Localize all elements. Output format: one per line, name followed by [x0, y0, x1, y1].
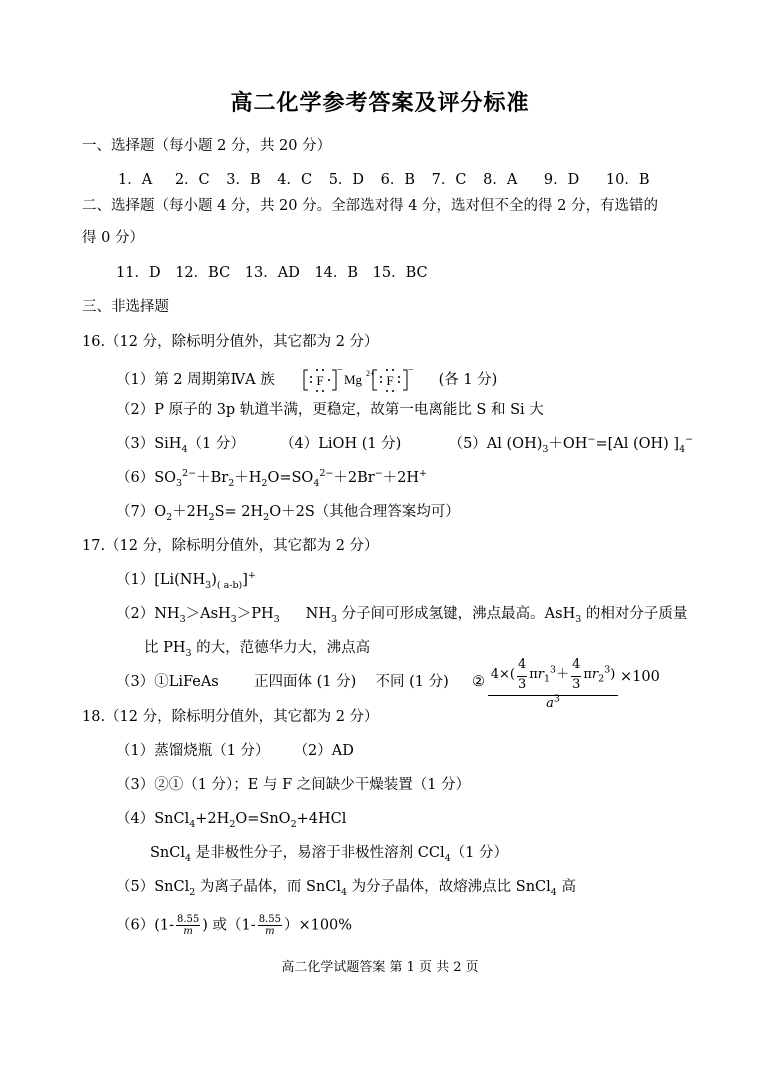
q18-part4: $(4)SnCl_4+2H_2O=SnO_2+4HCl$ [116, 811, 347, 830]
q17-p3-diff: 不同 (1 分) [375, 674, 449, 690]
section-2-heading-cont: 得 0 分） [82, 230, 144, 246]
q17-part3 [116, 672, 485, 692]
answer-7: 7．C [431, 172, 467, 188]
answer-12: 12．BC [175, 265, 231, 281]
answer-8: 8．A [483, 172, 518, 188]
q16-p3-formula: （3）SiH [116, 436, 182, 452]
q18-part4-cont: SnCl$_4$ 是非极性分子，易溶于非极性溶剂 CCl$_4$（1 分） [150, 845, 508, 864]
answer-13: 13．AD [244, 265, 300, 281]
section-3-heading: 三、非选择题 [82, 299, 169, 315]
q16-p5: （5）Al $(OH)_3+OH^-=[Al$ (OH) ]$_4^-$ [448, 434, 694, 455]
mgf2-lewis-structure [302, 366, 430, 394]
answer-1: 1．A [118, 172, 153, 188]
q16-part3-5: （3）SiH$_4$（1 分） （4）LiOH (1 分) （5）Al $(OH)_3+OH^-=[Al$ (OH) ]$_4^-$ [116, 434, 694, 455]
answer-9: 9．D [543, 172, 580, 188]
answer-11: 11．D [116, 265, 161, 281]
lewis-f-right: F [386, 373, 394, 388]
answer-5: 5．D [328, 172, 365, 188]
q18-part5: （5）SnCl$_2$ 为离子晶体，而 SnCl$_4$ 为分子晶体，故熔沸点比 SnCl$_4$ 高 [116, 879, 576, 898]
q16-part2: （2）P 原子的 3p 轨道半满，更稳定，故第一电离能比 S 和 Si 大 [116, 402, 544, 418]
q17-header: 17.（12 分，除标明分值外，其它都为 2 分） [82, 538, 379, 554]
lewis-minus-right: − [407, 366, 414, 376]
section-2-answers [116, 263, 428, 283]
q17-formula-times: ×100 [620, 669, 660, 685]
answer-6: 6．B [380, 172, 416, 188]
q17-p3-mark: ② [471, 674, 485, 690]
lewis-mg: Mg [343, 372, 362, 387]
q17-part2: $(2)NH_3>AsH_3>PH_3$ $NH_3$ 分子间可形成氢键，沸点最高。AsH$_3$ 的相对分子质量 [116, 606, 688, 625]
q18-header: 18.（12 分，除标明分值外，其它都为 2 分） [82, 709, 379, 725]
q17-part2-cont: 比 $PH_3$ 的大，范德华力大，沸点高 [144, 640, 371, 659]
q16-part1 [116, 366, 497, 394]
q16-p1-text: （1）第 2 周期第ⅣA 族 [116, 372, 275, 388]
lewis-f-left: F [316, 373, 324, 388]
answer-4: 4．C [277, 172, 313, 188]
q17-p3-shape: 正四面体 (1 分) [253, 674, 357, 690]
lewis-mg-charge: 2+ [365, 369, 375, 378]
formula-numerator: 4×( $\frac{4}{3}$ $\pi r_1^3+$ $\frac{4}{3}$ $\pi r_2^3$) [488, 656, 618, 696]
q16-p4: （4）LiOH (1 分) [280, 436, 402, 452]
section-2-heading: 二、选择题（每小题 4 分，共 20 分。全部选对得 4 分，选对但不全的得 2 分，有选错的 [82, 198, 658, 214]
q17-density-formula [488, 656, 618, 712]
answer-3: 3．B [226, 172, 261, 188]
answer-2: 2．C [174, 172, 210, 188]
q16-p1-note: (各 1 分) [438, 372, 498, 388]
lewis-minus-left: − [336, 366, 343, 376]
answer-15: 15．BC [372, 265, 428, 281]
q18-part1-2 [116, 741, 354, 761]
formula-denominator: $a^3$ [546, 693, 560, 711]
q17-part1: $(1)[Li(NH_3)_{( a-b)}]^+$ [116, 570, 256, 591]
answer-10: 10．B [605, 172, 650, 188]
section-1-answers [118, 170, 649, 190]
q17-p3-formula: （3）①LiFeAs [116, 674, 219, 690]
q16-part7: $(7)O_2+2H_2S= 2H_2O+2S$（其他合理答案均可） [116, 504, 460, 523]
q18-p2: （2）AD [293, 743, 354, 759]
q16-p3-score: （1 分） [187, 436, 245, 452]
q18-part3: （3）②①（1 分）；E 与 F 之间缺少干燥装置（1 分） [116, 777, 471, 793]
section-1-heading: 一、选择题（每小题 2 分，共 20 分） [82, 138, 332, 154]
q16-header: 16.（12 分，除标明分值外，其它都为 2 分） [82, 334, 379, 350]
page-title: 高二化学参考答案及评分标准 [230, 90, 530, 116]
answer-14: 14．B [314, 265, 359, 281]
q16-part6: $(6)SO_3^{2-}+Br_2+H_2O=SO_4^{2-}+2Br^-+2H^+$ [116, 468, 427, 489]
q18-part6: （6）(1- $\frac{8.55}{m}$ ) 或（1- $\frac{8.55}{m}$ ）×100% [116, 914, 353, 937]
page-footer: 高二化学试题答案 第 1 页 共 2 页 [281, 960, 479, 975]
q18-p1: （1）蒸馏烧瓶（1 分） [116, 743, 270, 759]
